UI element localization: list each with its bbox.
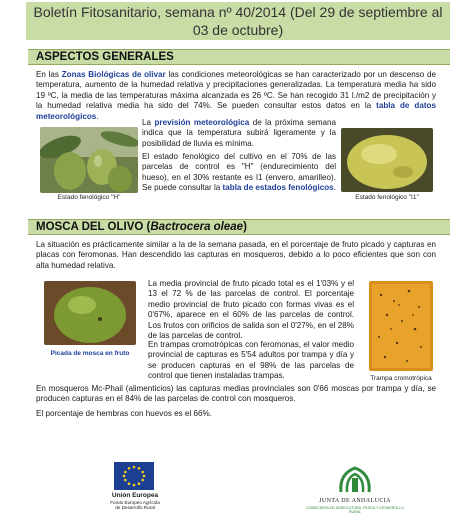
olive-h-caption: Estado fenológico "H" xyxy=(57,194,121,201)
phenology-table-link[interactable]: tabla de estados fenológicos xyxy=(222,183,334,193)
bulletin-title xyxy=(26,2,450,40)
junta-emblem-icon xyxy=(335,464,375,496)
olive-phenology-i1-photo xyxy=(341,128,433,192)
meteo-data-table-link[interactable]: tabla de datos meteorológicos xyxy=(36,101,436,121)
mosca-paragraph-5: El porcentaje de hembras con huevos es el 66%. xyxy=(36,409,212,418)
junta-name: JUNTA DE ANDALUCIA xyxy=(319,498,391,504)
general-paragraph-3: El estado fenológico del cultivo en el 70% de las parcelas de control es "H" (endurecimiento del hueso), en el 30% restante es I1 (envero, amarilleo). Se puede consultar la tabla de estados fenológicos. xyxy=(142,152,336,193)
fly-sting-fruit-photo xyxy=(44,281,136,345)
junta-andalucia-logo xyxy=(300,464,410,514)
fly-sting-caption: Picada de mosca en fruto xyxy=(50,350,130,357)
title-line-1: Boletín Fitosanitario, semana nº 40/2014 (Del 29 de septiembre al xyxy=(33,4,443,20)
general-paragraph-1: En las Zonas Biológicas de olivar las condiciones meteorológicas se han caracterizado por un descenso de temperatura, aumento de la humedad relativa y precipitaciones generalizadas. La temperatura media ha sido 19 ºC, la media de las temperaturas máxima alcanzada es 26 ºC. Se han recogido 31 l./m2 de precipitación y la humedad relativa media ha sido del 74%. Se pueden consultar estos datos en la tabla de datos meteorológicos. xyxy=(36,70,436,121)
title-line-2: 03 de octubre) xyxy=(192,22,284,38)
eu-fund: Fondo Europeo Agrícola de Desarrollo Rural xyxy=(110,500,160,510)
trap-caption: Trampa cromotrópica xyxy=(370,375,432,382)
mosca-paragraph-2: La media provincial de fruto picado total es el 1'03% y el 13 el 72 % de las parcelas de control. El porcentaje medio provincial de fruto picado con formas vivas es el 0'67%, aparece en el 60% de las parcelas de control. Los frutos con orificios de salida son el 0'27%, en el 28% de las parcelas de control. xyxy=(148,279,354,341)
olive-i1-caption: Estado fenológico "I1" xyxy=(355,194,419,201)
chromotropic-trap-photo xyxy=(369,281,433,371)
section-heading-mosca: MOSCA DEL OLIVO (Bactrocera oleae) xyxy=(28,219,450,235)
weather-forecast-link[interactable]: previsión meteorológica xyxy=(154,118,250,127)
eu-logo xyxy=(98,462,172,514)
mosca-paragraph-3: En trampas cromotrópicas con feromonas, el valor medio provincial de capturas es 5'54 adultos por trampa y día y se producen capturas en el 98% de las parcelas de control que tienen instaladas trampas. xyxy=(148,340,354,381)
mosca-paragraph-1: La situación es prácticamente similar a la de la semana pasada, en el porcentaje de fruto picado y capturas en placas con feromonas. Han descendido las capturas en mosqueros, debido a lo poco eficientes que son con alta humedad relativa. xyxy=(36,240,436,270)
olive-phenology-h-photo xyxy=(40,127,138,193)
general-paragraph-2: La previsión meteorológica de la próxima semana indica que la temperatura subirá ligeramente y la posibilidad de lluvia es mínima. xyxy=(142,118,336,148)
zonas-biologicas-link[interactable]: Zonas Biológicas de olivar xyxy=(61,70,166,79)
eu-flag-icon xyxy=(114,462,154,490)
mosca-paragraph-4: En mosqueros Mc-Phail (alimenticios) las capturas medias provinciales son 0'66 moscas por trampa y día, se producen capturas en el 84% de las parcelas de control con mosqueros. xyxy=(36,384,436,404)
junta-department: CONSEJERÍA DE AGRICULTURA, PESCA Y DESARROLLO RURAL xyxy=(306,506,404,514)
eu-name: Unión Europea xyxy=(111,492,159,499)
section-heading-general: ASPECTOS GENERALES xyxy=(28,49,450,65)
